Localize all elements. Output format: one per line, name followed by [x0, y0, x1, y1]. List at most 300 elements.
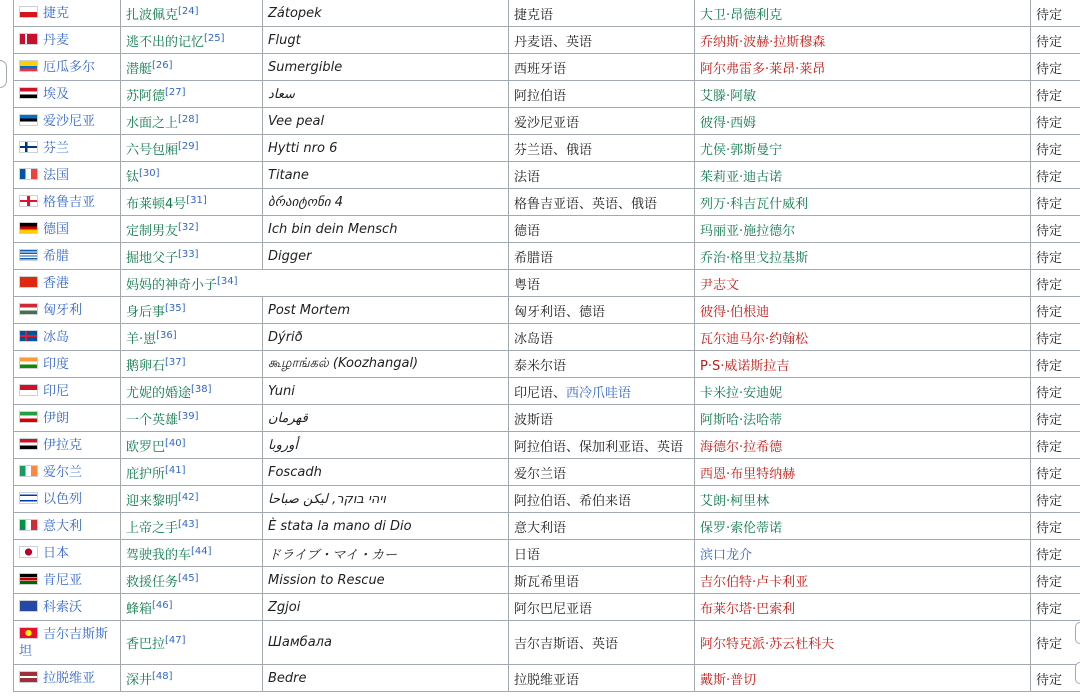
country-link[interactable]: 冰岛 — [43, 329, 70, 345]
flag-it-icon — [19, 519, 38, 531]
status-cell — [1031, 162, 1080, 189]
director-link[interactable]: 保罗·索伦蒂诺 — [700, 520, 783, 536]
status-text: 待定 — [1036, 34, 1063, 50]
status-text: 待定 — [1036, 331, 1063, 347]
table-row — [14, 351, 1080, 378]
original-title: Mission to Rescue — [268, 572, 385, 588]
reference-link[interactable]: [26] — [152, 59, 173, 71]
status-cell — [1031, 0, 1080, 27]
flag-fi-icon — [19, 141, 38, 153]
country-cell — [14, 162, 121, 189]
country-cell — [14, 540, 121, 567]
country-link[interactable]: 科索沃 — [43, 599, 83, 615]
director-cell — [695, 351, 1031, 378]
left-edge-tab[interactable] — [0, 60, 7, 88]
status-text: 待定 — [1036, 466, 1063, 482]
reference-link[interactable]: [46] — [152, 599, 173, 611]
director-link[interactable]: 彼得·伯根迪 — [700, 304, 770, 320]
film-title-link[interactable]: 救援任务 — [126, 574, 179, 590]
original-title-cell — [263, 108, 509, 135]
original-title-cell — [263, 405, 509, 432]
director-link[interactable]: 布莱尔塔·巴索利 — [700, 601, 796, 617]
country-cell — [14, 54, 121, 81]
country-cell — [14, 665, 121, 692]
film-title-link[interactable]: 尤妮的婚途 — [126, 385, 192, 401]
country-link[interactable]: 吉尔吉斯斯坦 — [19, 626, 109, 659]
film-cell — [121, 405, 263, 432]
director-cell — [695, 54, 1031, 81]
language-cell — [509, 459, 695, 486]
country-link[interactable]: 伊拉克 — [43, 437, 83, 453]
director-cell — [695, 108, 1031, 135]
film-title-link[interactable]: 深井 — [126, 672, 153, 688]
language-cell — [509, 54, 695, 81]
director-link[interactable]: 卡米拉·安迪妮 — [700, 385, 783, 401]
reference-link[interactable]: [30] — [139, 167, 160, 179]
table-body — [14, 0, 1080, 692]
director-link[interactable]: 乔纳斯·波赫·拉斯穆森 — [700, 34, 826, 50]
language-cell — [509, 594, 695, 621]
director-link[interactable]: 彼得·西姆 — [700, 115, 757, 131]
table-row — [14, 162, 1080, 189]
country-cell — [14, 27, 121, 54]
country-cell — [14, 324, 121, 351]
director-cell — [695, 378, 1031, 405]
flag-in-icon — [19, 357, 38, 369]
film-title-link[interactable]: 妈妈的神奇小子 — [126, 277, 218, 293]
language-cell — [509, 432, 695, 459]
status-cell — [1031, 135, 1080, 162]
status-cell — [1031, 459, 1080, 486]
reference-link[interactable]: [37] — [165, 356, 186, 368]
submissions-table — [13, 0, 1080, 692]
reference-link[interactable]: [33] — [178, 248, 199, 260]
film-title-link[interactable]: 驾驶我的车 — [126, 547, 192, 563]
reference-link[interactable]: [27] — [165, 86, 186, 98]
film-cell — [121, 432, 263, 459]
reference-link[interactable]: [45] — [178, 572, 199, 584]
language-cell — [509, 81, 695, 108]
original-title: ドライブ・マイ・カー — [268, 547, 397, 563]
director-link[interactable]: 瓦尔迪马尔·约翰松 — [700, 331, 809, 347]
reference-link[interactable]: [32] — [178, 221, 199, 233]
status-text: 待定 — [1036, 493, 1063, 509]
status-cell — [1031, 81, 1080, 108]
director-cell — [695, 621, 1031, 665]
country-cell — [14, 621, 121, 665]
director-link[interactable]: 乔治·格里戈拉基斯 — [700, 250, 809, 266]
country-link[interactable]: 印尼 — [43, 383, 70, 399]
original-title: ბრაიტონი 4 — [268, 194, 344, 210]
film-title-link[interactable]: 上帝之手 — [126, 520, 179, 536]
director-cell — [695, 189, 1031, 216]
language-text: 丹麦语、英语 — [514, 34, 593, 50]
director-link[interactable]: 艾朗·柯里林 — [700, 493, 770, 509]
director-link[interactable]: 列万·科吉瓦什威利 — [700, 196, 809, 212]
country-link[interactable]: 香港 — [43, 275, 70, 291]
director-link[interactable]: P·S·威诺斯拉吉 — [700, 358, 790, 374]
director-link[interactable]: 尹志文 — [700, 277, 740, 293]
reference-link[interactable]: [47] — [165, 635, 186, 646]
table-row — [14, 567, 1080, 594]
director-cell — [695, 243, 1031, 270]
film-title-link[interactable]: 迎来黎明 — [126, 493, 179, 509]
status-cell — [1031, 216, 1080, 243]
country-link[interactable]: 希腊 — [43, 248, 70, 264]
reference-link[interactable]: [34] — [217, 275, 238, 287]
reference-link[interactable]: [42] — [178, 491, 199, 503]
language-cell — [509, 567, 695, 594]
status-cell — [1031, 567, 1080, 594]
flag-id-icon — [19, 384, 38, 396]
director-link[interactable]: 阿尔特克派·苏云杜科夫 — [700, 637, 835, 652]
language-text: 德语 — [514, 223, 541, 239]
country-link[interactable]: 法国 — [43, 167, 70, 183]
film-title-link[interactable]: 香巴拉 — [126, 637, 166, 652]
film-cell — [121, 81, 263, 108]
film-cell — [121, 108, 263, 135]
director-cell — [695, 162, 1031, 189]
status-text: 待定 — [1036, 223, 1063, 239]
original-title: Zgjoi — [268, 599, 301, 615]
film-cell — [121, 0, 263, 27]
film-title-link[interactable]: 逃不出的记忆 — [126, 34, 205, 50]
film-cell — [121, 324, 263, 351]
director-link[interactable]: 戴斯·普切 — [700, 672, 757, 688]
language-cell — [509, 108, 695, 135]
country-cell — [14, 135, 121, 162]
director-cell — [695, 27, 1031, 54]
film-cell — [121, 270, 509, 297]
original-title-cell — [263, 216, 509, 243]
status-text: 待定 — [1036, 88, 1063, 104]
country-cell — [14, 189, 121, 216]
director-link[interactable]: 吉尔伯特·卢卡利亚 — [700, 574, 809, 590]
original-title: È stata la mano di Dio — [268, 518, 412, 534]
status-cell — [1031, 665, 1080, 692]
right-edge-tab-2[interactable] — [1075, 662, 1080, 684]
country-link[interactable]: 印度 — [43, 356, 70, 372]
country-link[interactable]: 意大利 — [43, 518, 83, 534]
director-cell — [695, 594, 1031, 621]
language-text: 捷克语 — [514, 7, 554, 23]
film-title-link[interactable]: 潜艇 — [126, 61, 153, 77]
film-cell — [121, 243, 263, 270]
language-cell — [509, 27, 695, 54]
director-cell — [695, 270, 1031, 297]
language-text: 冰岛语 — [514, 331, 554, 347]
table-row — [14, 297, 1080, 324]
language-text: 意大利语 — [514, 520, 567, 536]
film-cell — [121, 621, 263, 665]
film-title-link[interactable]: 一个英雄 — [126, 412, 179, 428]
country-link[interactable]: 伊朗 — [43, 410, 70, 426]
status-cell — [1031, 405, 1080, 432]
reference-link[interactable]: [38] — [191, 383, 212, 395]
country-link[interactable]: 日本 — [43, 545, 70, 561]
language-text: 拉脱维亚语 — [514, 672, 580, 688]
flag-ke-icon — [19, 573, 38, 585]
original-title: Dýrið — [268, 329, 303, 345]
original-title-cell — [263, 162, 509, 189]
director-link[interactable]: 艾滕·阿敏 — [700, 88, 757, 104]
director-cell — [695, 459, 1031, 486]
original-title: Titane — [268, 167, 309, 183]
language-text: 西班牙语 — [514, 61, 567, 77]
reference-link[interactable]: [44] — [191, 545, 212, 557]
table-row — [14, 621, 1080, 665]
language-text: 爱沙尼亚语 — [514, 115, 580, 131]
director-link[interactable]: 滨口龙介 — [700, 547, 753, 563]
country-cell — [14, 81, 121, 108]
original-title: Sumergible — [268, 59, 343, 75]
table-row — [14, 432, 1080, 459]
table-row — [14, 270, 1080, 297]
status-cell — [1031, 432, 1080, 459]
language-text: 法语 — [514, 169, 541, 185]
table-row — [14, 513, 1080, 540]
director-cell — [695, 513, 1031, 540]
reference-link[interactable]: [39] — [178, 410, 199, 422]
country-cell — [14, 297, 121, 324]
original-title: أوروبا — [268, 437, 299, 453]
language-cell — [509, 513, 695, 540]
status-text: 待定 — [1036, 385, 1063, 401]
table-row — [14, 324, 1080, 351]
status-text: 待定 — [1036, 115, 1063, 131]
film-title-link[interactable]: 蜂箱 — [126, 601, 153, 617]
country-link[interactable]: 捷克 — [43, 5, 70, 21]
original-title: Foscadh — [268, 464, 322, 480]
status-text: 待定 — [1036, 439, 1063, 455]
director-link[interactable]: 茱莉亚·迪古诺 — [700, 169, 783, 185]
table-row — [14, 540, 1080, 567]
status-text: 待定 — [1036, 277, 1063, 293]
country-link[interactable]: 拉脱维亚 — [43, 670, 96, 686]
language-cell — [509, 297, 695, 324]
country-link[interactable]: 芬兰 — [43, 140, 70, 156]
flag-cz-icon — [19, 6, 38, 18]
status-cell — [1031, 594, 1080, 621]
status-text: 待定 — [1036, 250, 1063, 266]
film-title-link[interactable]: 定制男友 — [126, 223, 179, 239]
table-row — [14, 459, 1080, 486]
original-title-cell — [263, 189, 509, 216]
language-text: 波斯语 — [514, 412, 554, 428]
director-cell — [695, 135, 1031, 162]
film-cell — [121, 297, 263, 324]
director-cell — [695, 405, 1031, 432]
original-title: قهرمان — [268, 410, 308, 426]
flag-dk-icon — [19, 33, 38, 45]
original-title-cell — [263, 0, 509, 27]
original-title: Post Mortem — [268, 302, 351, 318]
country-link[interactable]: 厄瓜多尔 — [43, 59, 96, 75]
language-text: 日语 — [514, 547, 541, 563]
original-title: Hytti nro 6 — [268, 140, 338, 156]
country-link[interactable]: 格鲁吉亚 — [43, 194, 96, 210]
director-link[interactable]: 阿尔弗雷多·莱昂·莱昂 — [700, 61, 826, 77]
status-cell — [1031, 324, 1080, 351]
director-cell — [695, 297, 1031, 324]
status-text: 待定 — [1036, 196, 1063, 212]
language-cell — [509, 135, 695, 162]
country-link[interactable]: 以色列 — [43, 491, 83, 507]
reference-link[interactable]: [31] — [186, 194, 207, 206]
reference-link[interactable]: [36] — [156, 329, 177, 341]
reference-link[interactable]: [48] — [152, 670, 173, 682]
table-row — [14, 108, 1080, 135]
original-title-cell — [263, 81, 509, 108]
director-link[interactable]: 玛丽亚·施拉德尔 — [700, 223, 796, 239]
language-cell — [509, 540, 695, 567]
language-text: 泰米尔语 — [514, 358, 567, 374]
country-link[interactable]: 爱尔兰 — [43, 464, 83, 480]
language-text: 印尼语、 — [514, 385, 567, 401]
status-cell — [1031, 27, 1080, 54]
film-title-link[interactable]: 苏阿德 — [126, 88, 166, 104]
flag-jp-icon — [19, 546, 38, 558]
film-cell — [121, 378, 263, 405]
table-row — [14, 486, 1080, 513]
reference-link[interactable]: [24] — [178, 5, 199, 17]
film-title-link[interactable]: 扎波佩克 — [126, 7, 179, 23]
language-cell — [509, 324, 695, 351]
status-text: 待定 — [1036, 601, 1063, 617]
country-link[interactable]: 埃及 — [43, 86, 70, 102]
reference-link[interactable]: [35] — [165, 302, 186, 314]
status-text: 待定 — [1036, 169, 1063, 185]
right-edge-tab-1[interactable] — [1075, 622, 1080, 644]
language-link[interactable]: 西冷爪哇语 — [566, 385, 632, 401]
original-title: ויהי בוקר, ليكن صباحا — [268, 491, 386, 507]
film-cell — [121, 486, 263, 513]
language-text: 芬兰语、俄语 — [514, 142, 593, 158]
original-title-cell — [263, 513, 509, 540]
status-cell — [1031, 513, 1080, 540]
film-cell — [121, 135, 263, 162]
reference-link[interactable]: [41] — [165, 464, 186, 476]
reference-link[interactable]: [40] — [165, 437, 186, 449]
original-title-cell — [263, 432, 509, 459]
director-cell — [695, 665, 1031, 692]
flag-xk-icon — [19, 600, 38, 612]
flag-eg-icon — [19, 87, 38, 99]
reference-link[interactable]: [43] — [178, 518, 199, 530]
original-title-cell — [263, 324, 509, 351]
country-cell — [14, 351, 121, 378]
flag-is-icon — [19, 330, 38, 342]
original-title-cell — [263, 486, 509, 513]
director-link[interactable]: 大卫·昂德利克 — [700, 7, 783, 23]
status-text: 待定 — [1036, 142, 1063, 158]
film-title-link[interactable]: 掘地父子 — [126, 250, 179, 266]
film-title-link[interactable]: 欧罗巴 — [126, 439, 166, 455]
country-cell — [14, 108, 121, 135]
country-cell — [14, 486, 121, 513]
status-text: 待定 — [1036, 637, 1063, 652]
film-title-link[interactable]: 身后事 — [126, 304, 166, 320]
status-text: 待定 — [1036, 61, 1063, 77]
table-row — [14, 135, 1080, 162]
table-row — [14, 54, 1080, 81]
flag-hu-icon — [19, 303, 38, 315]
film-title-link[interactable]: 六号包厢 — [126, 142, 179, 158]
language-cell — [509, 0, 695, 27]
original-title: கூழாங்கல் (Koozhangal) — [268, 356, 419, 371]
film-title-link[interactable]: 庇护所 — [126, 466, 166, 482]
original-title: Шамбала — [268, 635, 332, 650]
language-text: 爱尔兰语 — [514, 466, 567, 482]
director-link[interactable]: 海德尔·拉希德 — [700, 439, 783, 455]
film-title-link[interactable]: 钛 — [126, 169, 140, 185]
original-title-cell — [263, 567, 509, 594]
director-link[interactable]: 西恩·布里特纳赫 — [700, 466, 796, 482]
status-cell — [1031, 621, 1080, 665]
table-row — [14, 378, 1080, 405]
director-cell — [695, 216, 1031, 243]
table-row — [14, 594, 1080, 621]
language-text: 阿拉伯语、希伯来语 — [514, 493, 632, 509]
status-text: 待定 — [1036, 358, 1063, 374]
country-link[interactable]: 德国 — [43, 221, 70, 237]
language-text: 吉尔吉斯语、英语 — [514, 637, 619, 652]
film-cell — [121, 594, 263, 621]
language-cell — [509, 216, 695, 243]
status-cell — [1031, 54, 1080, 81]
reference-link[interactable]: [28] — [178, 113, 199, 125]
film-cell — [121, 216, 263, 243]
status-cell — [1031, 270, 1080, 297]
director-link[interactable]: 阿斯哈·法哈蒂 — [700, 412, 783, 428]
film-title-link[interactable]: 布莱顿4号 — [126, 196, 187, 212]
country-link[interactable]: 肯尼亚 — [43, 572, 83, 588]
film-cell — [121, 665, 263, 692]
film-title-link[interactable]: 羊·崽 — [126, 331, 157, 347]
status-cell — [1031, 540, 1080, 567]
original-title: Bedre — [268, 670, 307, 686]
flag-iq-icon — [19, 438, 38, 450]
director-link[interactable]: 尤侯·郭斯曼宁 — [700, 142, 783, 158]
status-text: 待定 — [1036, 574, 1063, 590]
film-cell — [121, 540, 263, 567]
flag-il-icon — [19, 492, 38, 504]
country-cell — [14, 216, 121, 243]
country-cell — [14, 270, 121, 297]
film-title-link[interactable]: 鹅卵石 — [126, 358, 166, 374]
reference-link[interactable]: [25] — [204, 32, 225, 44]
country-link[interactable]: 匈牙利 — [43, 302, 83, 318]
film-cell — [121, 54, 263, 81]
language-cell — [509, 243, 695, 270]
flag-ir-icon — [19, 411, 38, 423]
film-title-link[interactable]: 水面之上 — [126, 115, 179, 131]
reference-link[interactable]: [29] — [178, 140, 199, 152]
country-link[interactable]: 丹麦 — [43, 32, 70, 48]
original-title-cell — [263, 54, 509, 81]
language-cell — [509, 378, 695, 405]
status-text: 待定 — [1036, 547, 1063, 563]
original-title-cell — [263, 135, 509, 162]
table-row — [14, 243, 1080, 270]
status-cell — [1031, 351, 1080, 378]
status-text: 待定 — [1036, 672, 1063, 688]
table-row — [14, 189, 1080, 216]
language-cell — [509, 621, 695, 665]
country-link[interactable]: 爱沙尼亚 — [43, 113, 96, 129]
original-title-cell — [263, 621, 509, 665]
director-cell — [695, 567, 1031, 594]
